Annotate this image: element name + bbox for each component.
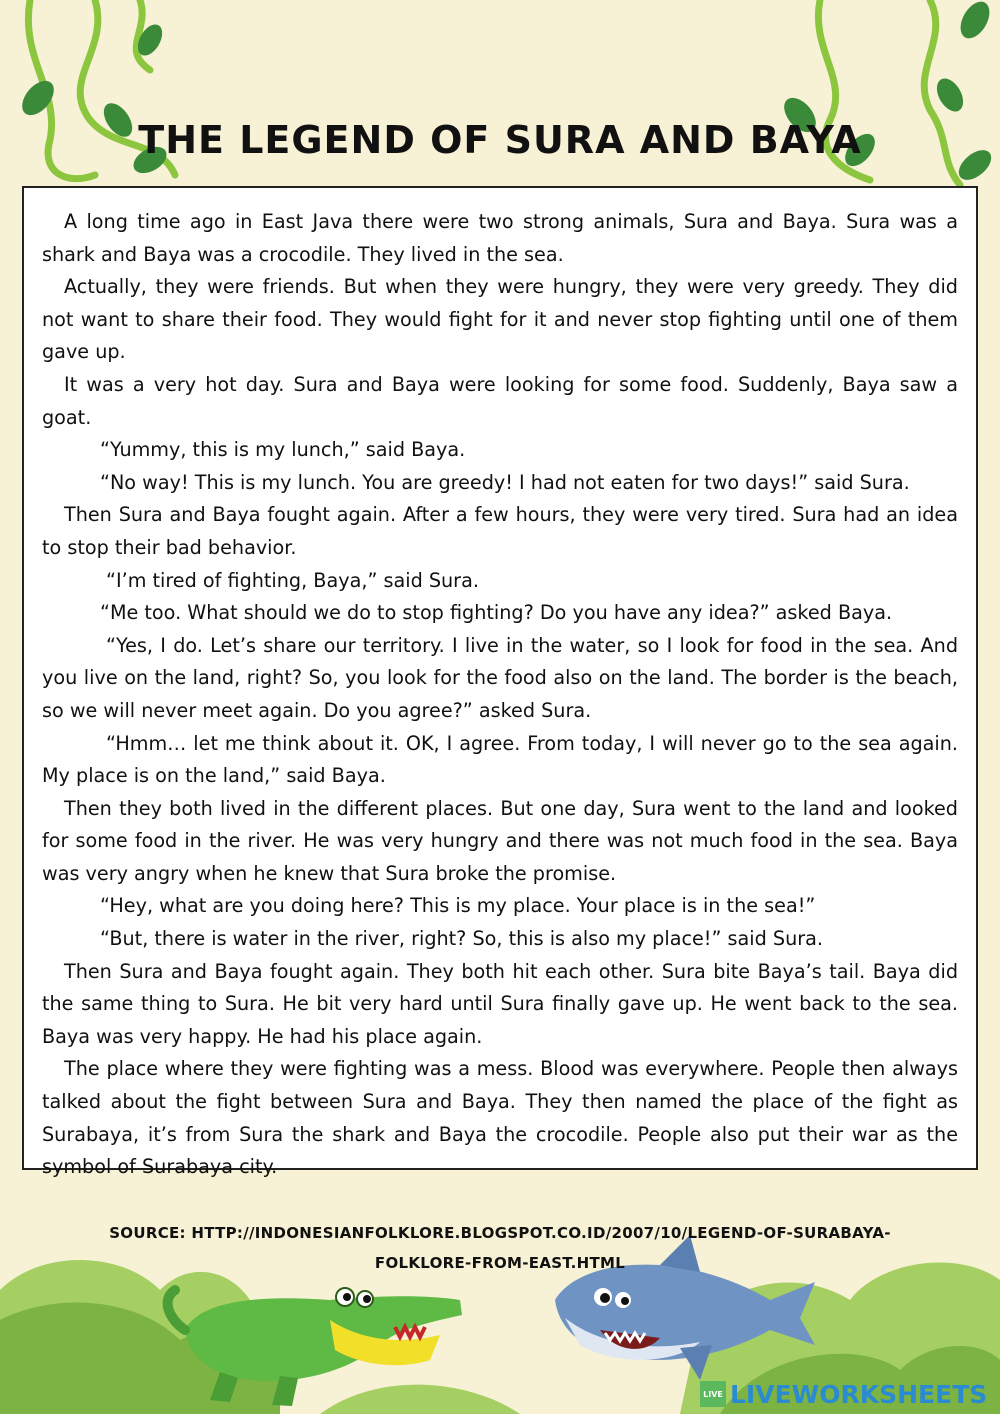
story-paragraph: “I’m tired of fighting, Baya,” said Sura. <box>106 568 479 592</box>
story-paragraph: “No way! This is my lunch. You are greedy! I had not eaten for two days!” said Sura. <box>100 470 910 494</box>
story-paragraph: It was a very hot day. Sura and Baya were looking for some food. Suddenly, Baya saw a goat. <box>42 372 958 429</box>
liveworksheets-wordmark: LIVEWORKSHEETS <box>730 1379 988 1409</box>
story-paragraph: Then they both lived in the different places. But one day, Sura went to the land and looked for some food in the river. He was very hungry and there was not much food in the sea. Baya was very angry when he knew that Sura broke the promise. <box>42 796 958 885</box>
story-paragraph: “Me too. What should we do to stop fighting? Do you have any idea?” asked Baya. <box>100 601 893 625</box>
story-paragraph: “Hmm… let me think about it. OK, I agree. From today, I will never go to the sea again. My place is on the land,” said Baya. <box>42 731 958 788</box>
source-citation <box>100 1218 900 1278</box>
story-paragraph: Then Sura and Baya fought again. After a few hours, they were very tired. Sura had an idea to stop their bad behavior. <box>42 503 958 559</box>
story-paragraph: A long time ago in East Java there were two strong animals, Sura and Baya. Sura was a shark and Baya was a crocodile. They lived in the sea. <box>42 210 958 266</box>
source-line: FOLKLORE-FROM-EAST.HTML <box>374 1254 626 1272</box>
page-title: THE LEGEND OF SURA AND BAYA <box>138 118 862 162</box>
story-paragraph: “But, there is water in the river, right? So, this is also my place!” said Sura. <box>100 927 823 951</box>
liveworksheets-logo[interactable] <box>700 1378 987 1410</box>
liveworksheets-badge-icon: LIVE <box>700 1381 726 1407</box>
source-line: SOURCE: HTTP://INDONESIANFOLKLORE.BLOGSPOT.CO.ID/2007/10/LEGEND-OF-SURABAYA- <box>109 1224 891 1242</box>
story-paragraph: “Hey, what are you doing here? This is my place. Your place is in the sea!” <box>100 894 816 918</box>
story-box <box>22 186 978 1179</box>
story-paragraph: Actually, they were friends. But when they were hungry, they were very greedy. They did not want to share their food. They would fight for it and never stop fighting until one of them gave up. <box>42 275 958 364</box>
story-paragraph: “Yes, I do. Let’s share our territory. I live in the water, so I look for food in the sea. And you live on the land, right? So, you look for the food also on the land. The border is the beach, so we will never meet again. Do you agree?” asked Sura. <box>42 633 958 722</box>
story-paragraph: Then Sura and Baya fought again. They both hit each other. Sura bite Baya’s tail. Baya did the same thing to Sura. He bit very hard until Sura finally gave up. He went back to the sea. Baya was very happy. He had his place again. <box>42 959 958 1048</box>
story-paragraph: The place where they were fighting was a mess. Blood was everywhere. People then always talked about the fight between Sura and Baya. They then named the place of the fight as Surabaya, it’s from Sura the shark and Baya the crocodile. People also put their war as the symbol of Surabaya city. <box>42 1057 958 1179</box>
story-paragraph: “Yummy, this is my lunch,” said Baya. <box>100 438 466 462</box>
